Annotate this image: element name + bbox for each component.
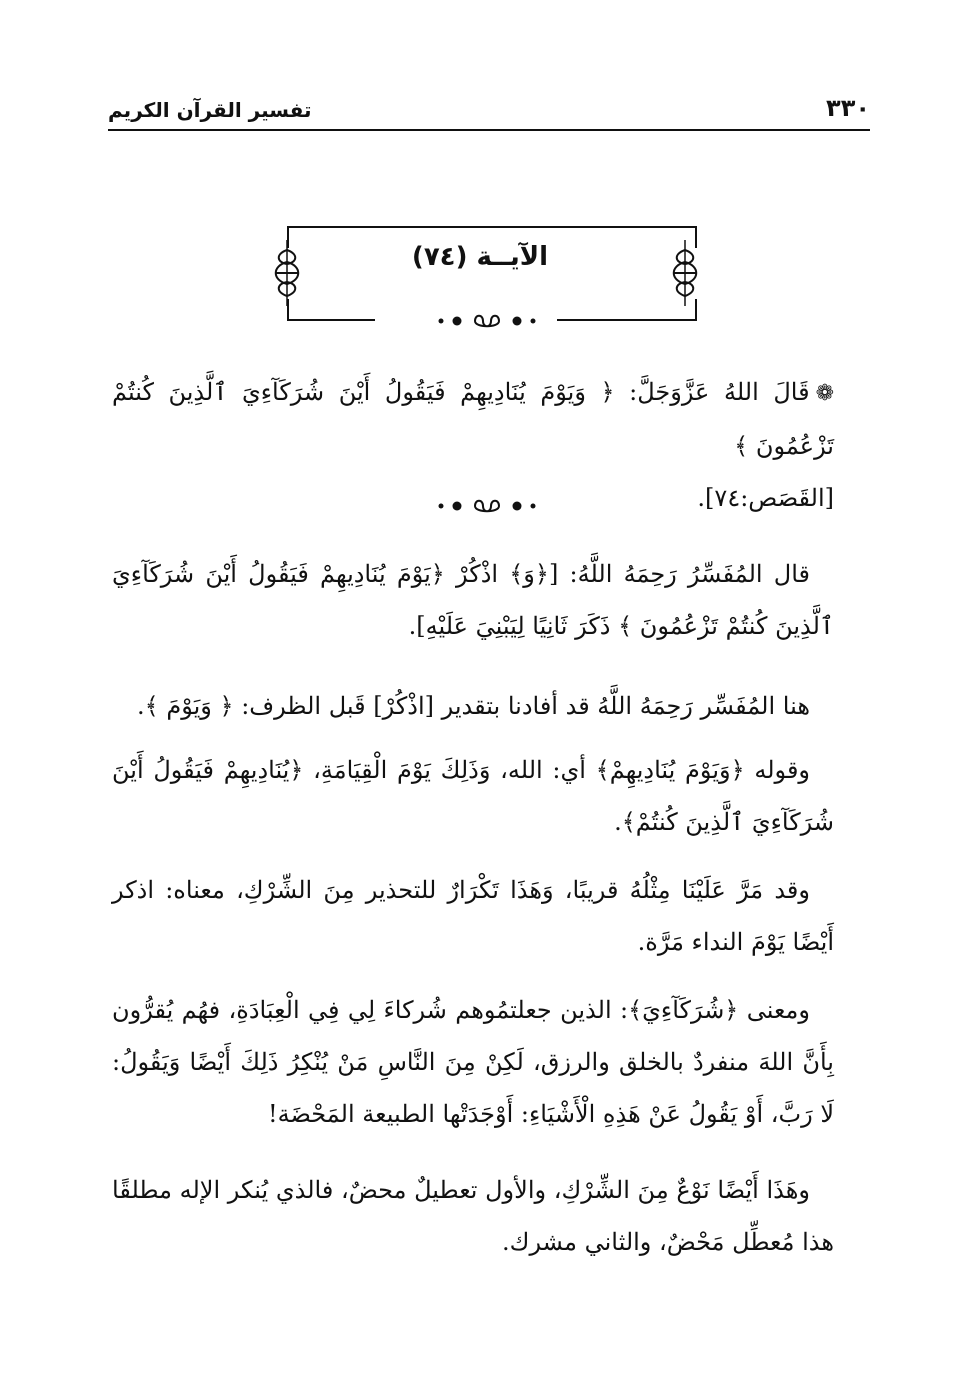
commentary-paragraph: قال المُفَسِّرُ رَحِمَهُ اللَّهُ: [﴿وَ﴾ اذْكُرْ ﴿يَوْمَ يُنَادِيهِمْ فَيَقُولُ أَيْنَ شُرَكَآءِيَ ٱلَّذِينَ كُنتُمْ تَزْعُمُونَ ﴾ ذَكَرَ ثَانِيًا لِيَبْنِيَ عَلَيْهِ].	[112, 560, 834, 640]
book-title: تفسير القرآن الكريم	[108, 98, 312, 122]
verse-citation: [القَصَص:٧٤].	[697, 484, 834, 512]
flower-bullet-icon: ❁	[815, 381, 834, 406]
page-header	[108, 90, 870, 130]
verse-heading: الآيــة (٧٤)	[411, 242, 549, 272]
dot-divider-icon	[427, 311, 547, 331]
right-knot-ornament-icon	[668, 240, 702, 306]
quranic-verse-text: قَالَ اللهُ عَزَّوَجَلَّ: ﴿ وَيَوْمَ يُنَادِيهِمْ فَيَقُولُ أَيْنَ شُرَكَآءِيَ ٱلَّذِينَ كُنتُمْ تَزْعُمُونَ ﴾	[112, 378, 834, 460]
page-number: ٣٣٠	[826, 94, 870, 122]
commentary-paragraph: ومعنى ﴿شُرَكَآءِيَ﴾: الذين جعلتمُوهم شُركاءَ لِي فِي الْعِبَادَةِ، فهُم يُقرُّون بِأَنَّ اللهَ منفردٌ بالخلق والرزق، لَكِنْ مِنَ النَّاسِ مَنْ يُنْكِرُ ذَلِكَ أَيْضًا وَيَقُولُ: لَا رَبَّ، أَوْ يَقُولُ عَنْ هَذِهِ الْأَشْيَاءِ: أَوْجَدَتْها الطبيعة المَحْضَة!	[112, 996, 834, 1128]
verse-frame	[287, 226, 697, 321]
header-rule	[108, 129, 870, 131]
commentary-paragraph: وقوله ﴿وَيَوْمَ يُنَادِيهِمْ﴾ أي: الله، وَذَلِكَ يَوْمَ الْقِيَامَةِ، ﴿يُنَادِيهِمْ فَيَقُولُ أَيْنَ شُرَكَآءِيَ ٱلَّذِينَ كُنتُمْ﴾.	[112, 756, 834, 836]
commentary-paragraph: هنا المُفَسِّر رَحِمَهُ اللَّهُ قد أفادنا بتقدير [اذْكُرْ] قَبل الظرف: ﴿ وَيَوْمَ ﴾.	[137, 692, 810, 720]
left-knot-ornament-icon	[270, 240, 304, 306]
commentary-paragraph: وهَذَا أَيْضًا نَوْعٌ مِنَ الشِّرْكِ، والأول تعطيلٌ محضٌ، فالذي يُنكر الإله مطلقًا هذا مُعطِّل مَحْضٌ، والثاني مشرك.	[112, 1176, 834, 1256]
dot-divider-icon	[427, 496, 547, 516]
commentary-paragraph: وقد مَرَّ عَلَيْنَا مِثْلُهُ قريبًا، وَهَذَا تَكْرَارٌ للتحذير مِنَ الشِّرْكِ، معناه: اذكر أَيْضًا يَوْمَ النداء مَرَّة.	[112, 876, 834, 956]
